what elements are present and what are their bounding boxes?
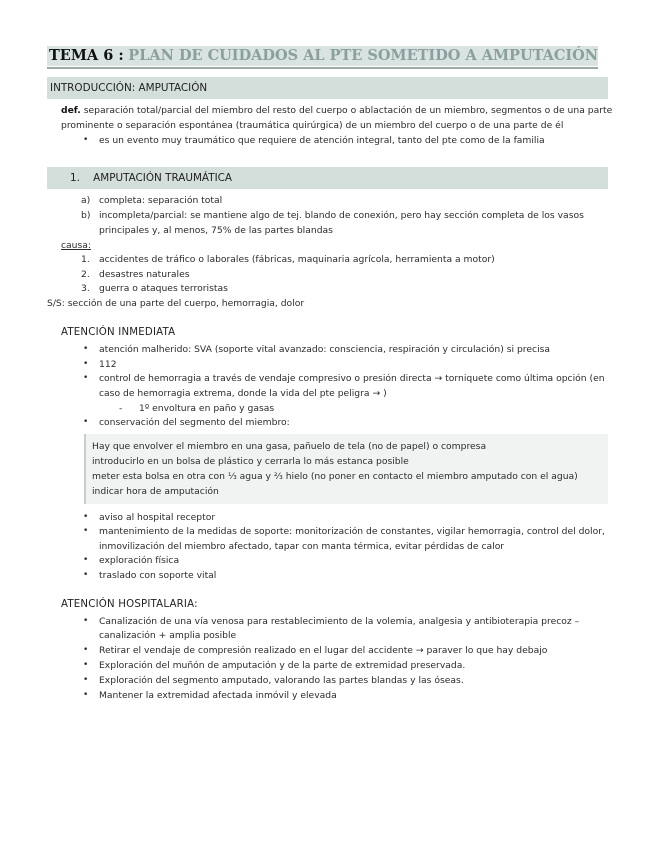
intro-section-bar bbox=[47, 77, 608, 99]
item-marker: a) bbox=[81, 195, 91, 206]
ai-bullet-7: • exploración física bbox=[99, 553, 179, 568]
item-text: guerra o ataques terroristas bbox=[99, 283, 228, 294]
section1-bar bbox=[47, 167, 608, 189]
ai-bullet-5: • aviso al hospital receptor bbox=[99, 510, 215, 525]
definition-line-2: prominente o separación espontánea (traumática quirúrgica) de un miembro del cuerpo o de una parte de él bbox=[61, 120, 564, 131]
sub-item-text: 1º envoltura en paño y gasas bbox=[139, 403, 275, 414]
page-title bbox=[47, 44, 598, 68]
intro-bullet: • es un evento muy traumático que requiere de atención integral, tanto del pte como de la familia bbox=[99, 133, 545, 148]
item-marker: 2. bbox=[81, 269, 90, 280]
item-marker: b) bbox=[81, 210, 91, 221]
callout-line-4: indicar hora de amputación bbox=[92, 486, 219, 497]
atencion-inmediata-heading: ATENCIÓN INMEDIATA bbox=[61, 327, 176, 338]
ai-bullet-6: • mantenimiento de la medidas de soporte: monitorización de constantes, vigilar hemorragia, control del dolor, bbox=[99, 524, 605, 539]
ai-bullet-8: • traslado con soporte vital bbox=[99, 568, 216, 583]
signs-symptoms: S/S: sección de una parte del cuerpo, hemorragia, dolor bbox=[47, 298, 305, 309]
ah-bullet-1-continued: canalización + amplia posible bbox=[99, 630, 237, 641]
ai-bullet-6-continued: inmovilización del miembro afectado, tapar con manta térmica, evitar pérdidas de calor bbox=[99, 541, 505, 552]
causa-label: causa: bbox=[61, 240, 92, 251]
callout-line-3: meter esta bolsa en otra con ⅓ agua y ⅔ hielo (no poner en contacto el miembro amputado con el agua) bbox=[92, 471, 578, 482]
item-text: completa: separación total bbox=[99, 195, 223, 206]
ah-bullet-3: • Exploración del muñón de amputación y de la parte de extremidad preservada. bbox=[99, 658, 465, 673]
def-text-1: separación total/parcial del miembro del resto del cuerpo o ablactación de un miembro, segmentos o de una parte bbox=[80, 105, 613, 116]
title-prefix: TEMA 6 : bbox=[49, 47, 124, 64]
ai-bullet-3-continued: caso de hemorragia extrema, donde la vida del pte peligra → ) bbox=[99, 388, 387, 399]
ai-bullet-1: • atención malherido: SVA (soporte vital avanzado: consciencia, respiración y circulación) si precisa bbox=[99, 342, 550, 357]
ai-bullet-3: • control de hemorragia a través de vendaje compresivo o presión directa → torniquete como última opción (en bbox=[99, 371, 605, 386]
section1-heading: 1. AMPUTACIÓN TRAUMÁTICA bbox=[70, 172, 233, 184]
title-main: PLAN DE CUIDADOS AL PTE SOMETIDO A AMPUTACIÓN bbox=[128, 47, 599, 64]
ah-bullet-5: • Mantener la extremidad afectada inmóvil y elevada bbox=[99, 688, 337, 703]
ah-bullet-4: • Exploración del segmento amputado, valorando las partes blandas y las óseas. bbox=[99, 673, 464, 688]
title-underline bbox=[47, 67, 598, 69]
def-label: def. bbox=[61, 105, 81, 116]
item-text: incompleta/parcial: se mantiene algo de tej. blando de conexión, pero hay sección completa de los vasos bbox=[99, 210, 584, 221]
list-item-b-continued: principales y, al menos, 75% de las partes blandas bbox=[99, 225, 333, 236]
ah-bullet-2: • Retirar el vendaje de compresión realizado en el lugar del accidente → paraver lo que hay debajo bbox=[99, 643, 547, 658]
callout-box bbox=[84, 434, 608, 504]
ai-bullet-2: • 112 bbox=[99, 357, 117, 372]
callout-line-1: Hay que envolver el miembro en una gasa, pañuelo de tela (no de papel) o compresa bbox=[92, 441, 487, 452]
ai-bullet-4: • conservación del segmento del miembro: bbox=[99, 415, 290, 430]
dash-marker: - bbox=[119, 403, 123, 414]
callout-line-2: introducirlo en un bolsa de plástico y cerrarla lo más estanca posible bbox=[92, 456, 409, 467]
item-marker: 1. bbox=[81, 254, 90, 265]
item-text: accidentes de tráfico o laborales (fábricas, maquinaria agrícola, herramienta a motor) bbox=[99, 254, 495, 265]
intro-heading: INTRODUCCIÓN: AMPUTACIÓN bbox=[50, 82, 208, 94]
item-marker: 3. bbox=[81, 283, 90, 294]
ah-bullet-1: • Canalización de una vía venosa para restablecimiento de la volemia, analgesia y antibioterapia precoz – bbox=[99, 614, 579, 629]
item-text: desastres naturales bbox=[99, 269, 190, 280]
atencion-hospitalaria-heading: ATENCIÓN HOSPITALARIA: bbox=[61, 599, 198, 610]
definition-line-1 bbox=[61, 103, 612, 118]
